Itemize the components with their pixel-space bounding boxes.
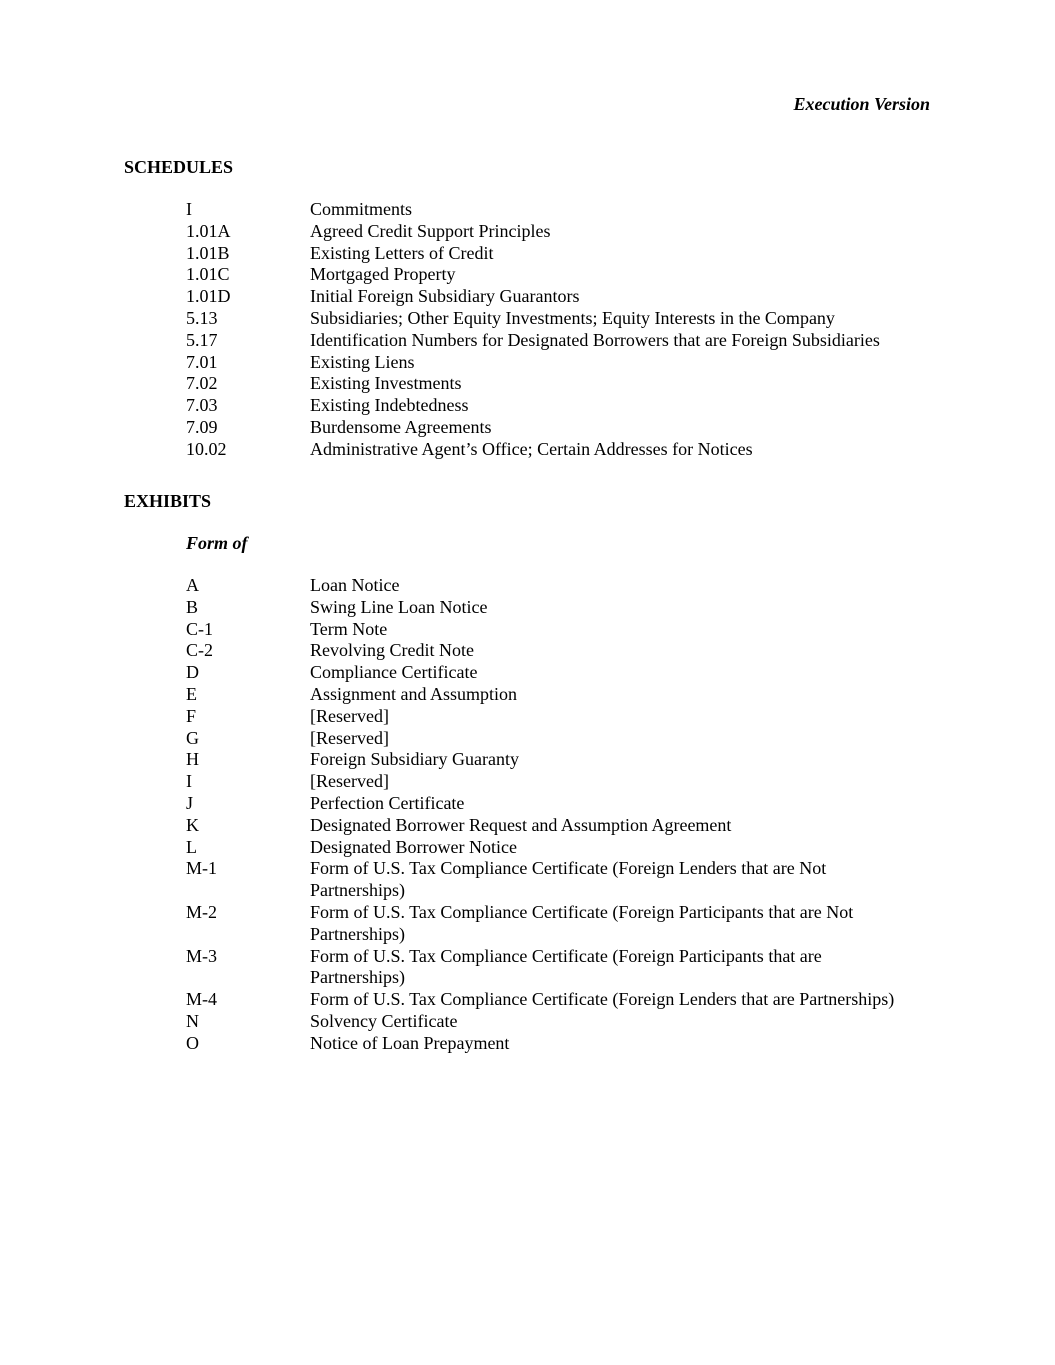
exhibit-title: Loan Notice (310, 575, 400, 595)
exhibit-letter: C-2 (186, 640, 213, 661)
form-of-label: Form of (186, 533, 248, 553)
exhibit-letter: M-2 (186, 901, 217, 922)
exhibit-row (186, 793, 946, 815)
schedule-title: Existing Letters of Credit (310, 242, 494, 263)
exhibit-title: Term Note (310, 618, 388, 639)
exhibit-row (186, 989, 946, 1011)
exhibit-row (186, 684, 946, 706)
exhibit-title: [Reserved] (310, 727, 389, 748)
schedule-row (186, 221, 946, 243)
exhibits-heading: EXHIBITS (124, 491, 212, 511)
schedule-row (186, 286, 946, 308)
schedule-number: 7.03 (186, 395, 218, 416)
exhibit-title: Notice of Loan Prepayment (310, 1032, 510, 1053)
exhibit-title: Perfection Certificate (310, 792, 465, 813)
schedule-number: 10.02 (186, 438, 227, 459)
exhibit-row (186, 1033, 946, 1055)
exhibit-title: Form of U.S. Tax Compliance Certificate (Foreign Lenders that are Not Partnerships) (310, 858, 827, 901)
exhibit-title: Designated Borrower Request and Assumption Agreement (310, 814, 732, 835)
schedule-title: Existing Investments (310, 373, 462, 394)
exhibits-list (186, 575, 946, 1055)
exhibit-letter: D (186, 662, 199, 683)
schedule-row (186, 308, 946, 330)
schedule-number: I (186, 199, 192, 219)
exhibit-title: Form of U.S. Tax Compliance Certificate (Foreign Participants that are Not Partnerships) (310, 901, 854, 944)
schedule-row (186, 330, 946, 352)
exhibit-letter: K (186, 814, 199, 835)
schedule-number: 7.01 (186, 351, 218, 372)
exhibit-letter: M-3 (186, 945, 217, 966)
exhibit-title: Form of U.S. Tax Compliance Certificate (Foreign Lenders that are Partnerships) (310, 989, 895, 1010)
schedule-number: 7.09 (186, 416, 218, 437)
schedule-title: Subsidiaries; Other Equity Investments; Equity Interests in the Company (310, 307, 835, 328)
exhibit-letter: F (186, 705, 197, 726)
schedule-number: 7.02 (186, 373, 218, 394)
exhibit-row (186, 858, 946, 902)
schedule-number: 1.01D (186, 286, 231, 307)
exhibit-letter: I (186, 771, 192, 792)
schedule-row (186, 395, 946, 417)
schedule-title: Mortgaged Property (310, 264, 456, 285)
exhibit-row (186, 597, 946, 619)
exhibit-title: [Reserved] (310, 705, 389, 726)
exhibit-title: Form of U.S. Tax Compliance Certificate (Foreign Participants that are Partnerships) (310, 945, 822, 988)
exhibit-row (186, 1011, 946, 1033)
exhibit-letter: M-1 (186, 858, 217, 879)
exhibit-letter: C-1 (186, 618, 213, 639)
schedule-row (186, 352, 946, 374)
exhibit-title: Solvency Certificate (310, 1010, 458, 1031)
exhibit-letter: E (186, 683, 197, 704)
schedules-list (186, 199, 946, 461)
exhibit-title: Designated Borrower Notice (310, 836, 517, 857)
execution-version-label: Execution Version (793, 94, 930, 114)
exhibit-title: Assignment and Assumption (310, 683, 518, 704)
schedule-title: Identification Numbers for Designated Borrowers that are Foreign Subsidiaries (310, 329, 880, 350)
exhibit-letter: A (186, 575, 199, 595)
schedule-number: 1.01B (186, 242, 230, 263)
exhibit-letter: G (186, 727, 199, 748)
schedule-title: Agreed Credit Support Principles (310, 220, 551, 241)
exhibit-row (186, 619, 946, 641)
exhibit-title: Swing Line Loan Notice (310, 596, 488, 617)
schedule-number: 1.01C (186, 264, 230, 285)
exhibit-row (186, 749, 946, 771)
schedule-row (186, 417, 946, 439)
exhibit-row (186, 902, 946, 946)
schedule-title: Existing Liens (310, 351, 415, 372)
exhibit-title: [Reserved] (310, 771, 389, 792)
exhibit-title: Compliance Certificate (310, 662, 478, 683)
exhibit-row (186, 728, 946, 750)
schedule-row (186, 243, 946, 265)
exhibit-row (186, 575, 946, 597)
exhibit-letter: H (186, 749, 199, 770)
exhibit-title: Revolving Credit Note (310, 640, 474, 661)
exhibit-letter: B (186, 596, 199, 617)
exhibit-row (186, 946, 946, 990)
schedule-row (186, 264, 946, 286)
exhibit-row (186, 662, 946, 684)
exhibit-letter: N (186, 1010, 199, 1031)
schedule-title: Administrative Agent’s Office; Certain Addresses for Notices (310, 438, 753, 459)
schedules-heading: SCHEDULES (124, 157, 234, 177)
exhibit-row (186, 815, 946, 837)
exhibit-row (186, 640, 946, 662)
exhibit-row (186, 771, 946, 793)
schedule-title: Initial Foreign Subsidiary Guarantors (310, 286, 580, 307)
exhibit-letter: M-4 (186, 989, 217, 1010)
exhibit-title: Foreign Subsidiary Guaranty (310, 749, 519, 770)
exhibit-letter: J (186, 792, 194, 813)
schedule-title: Burdensome Agreements (310, 416, 492, 437)
schedule-number: 5.17 (186, 329, 218, 350)
exhibit-row (186, 837, 946, 859)
schedule-row (186, 199, 946, 221)
schedule-row (186, 439, 946, 461)
schedule-title: Commitments (310, 199, 413, 219)
schedule-number: 1.01A (186, 220, 231, 241)
exhibit-letter: O (186, 1032, 199, 1053)
schedule-title: Existing Indebtedness (310, 395, 469, 416)
schedule-number: 5.13 (186, 307, 218, 328)
exhibit-row (186, 706, 946, 728)
schedule-row (186, 373, 946, 395)
exhibit-letter: L (186, 836, 197, 857)
